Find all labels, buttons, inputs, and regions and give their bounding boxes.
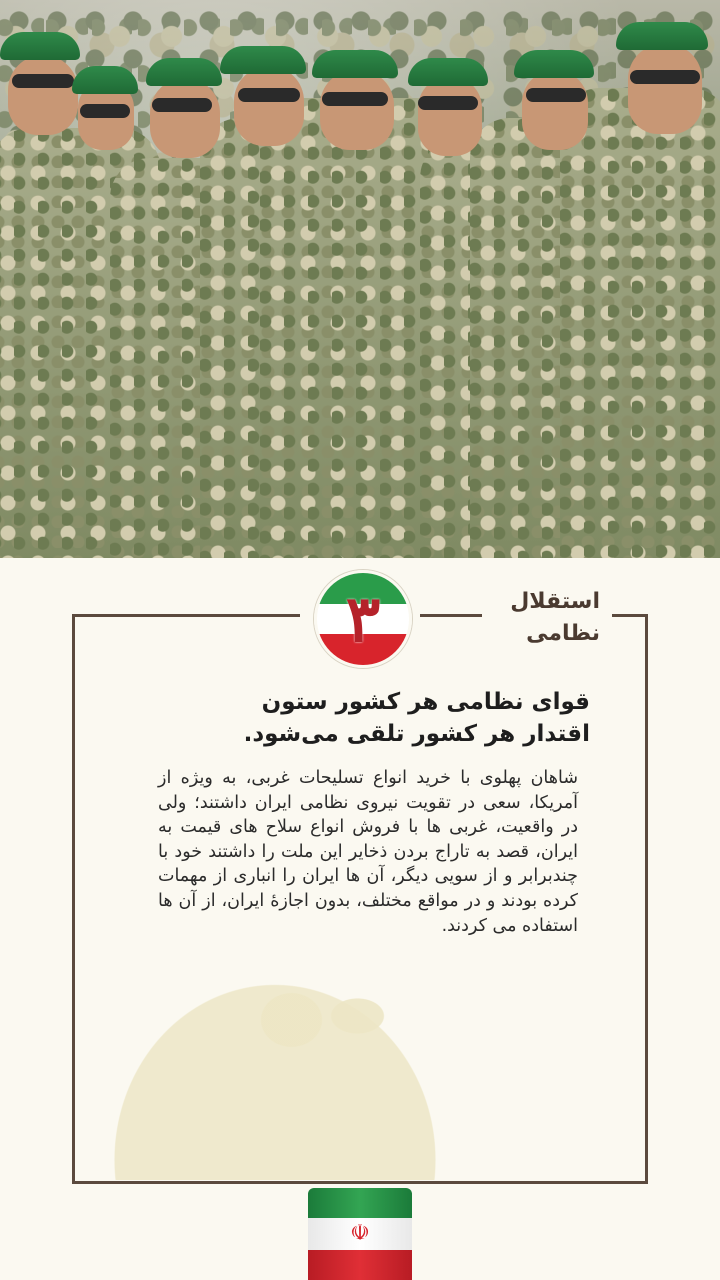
section-title-line2: نظامی	[526, 621, 600, 646]
soldiers-photo	[0, 0, 720, 558]
headline-line1: قوای نظامی هر کشور ستون	[261, 689, 590, 715]
headline	[170, 686, 590, 750]
headline-line2: اقتدار هر کشور تلقی می‌شود.	[243, 721, 590, 747]
iran-flag-circle-icon	[314, 570, 412, 668]
section-title-line1: استقلال	[510, 589, 600, 614]
section-number: ۳	[345, 581, 381, 657]
saluting-soldiers-silhouette-icon	[110, 980, 440, 1180]
body-paragraph: شاهان پهلوی با خرید انواع تسلیحات غربی، به ویژه از آمریکا، سعی در تقویت نیروی نظامی ایران داشتند؛ ولی در واقعیت، غربی ها با فروش انواع سلاح های قیمت به ایران، قصد به تاراج بردن ذخایر این ملت را داشتند خود با چندبرابر و از سویی دیگر، آن ها ایران را انباری از مهمات کرده بودند و در مواقع مختلف، بدون اجازهٔ ایران، از آن ها استفاده می کردند.	[158, 768, 578, 936]
iran-flag-icon	[308, 1188, 412, 1280]
flag-emblem-icon: ☫	[350, 1221, 370, 1247]
section-title	[450, 586, 600, 650]
